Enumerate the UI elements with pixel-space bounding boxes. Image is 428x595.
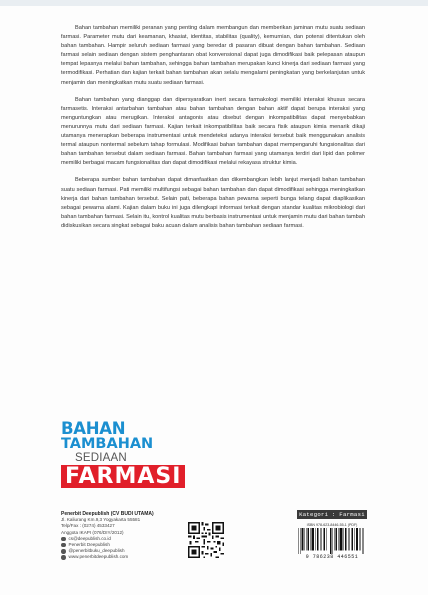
- title-line-bahan: BAHAN: [61, 419, 126, 438]
- barcode-number: 9 786238 446551: [305, 554, 359, 560]
- book-title: [61, 419, 182, 489]
- email-icon: [61, 537, 66, 542]
- globe-icon: [61, 555, 66, 560]
- publisher-address: Jl. Kaliurang Km.9,3 Yogyakarta 55581: [61, 517, 141, 523]
- publisher-info: [61, 511, 181, 561]
- blurb-paragraph: Bahan tambahan yang dianggap dan dipersyaratkan inert secara farmakologi memiliki interaksi khusus secara farmasetis. Interaksi antarbahan tambahan atau bahan tambahan dengan bahan aktif dapat berupa interaksi yang menguntungkan atau merugikan. Interaksi antagonis atau disebut dengan inkompatibilitas dapat menyebabkan menurunnya mutu dari sediaan farmasi. Kajian terkait inkompatibilitas baik secara fisik ataupun kimia menarik dikaji utamanya menerapkan beberapa instrumentasi untuk mendeteksi adanya interaksi tersebut baik menggunakan analisis termal ataupun nontermal sebelum tahap formulasi. Modifikasi bahan tambahan dapat mempengaruhi fungsionalitas dari bahan tambahan tersebut dalam sediaan farmasi. Bahan tambahan farmasi yang utamanya terdiri dari lipid dan polimer memiliki berbagai macam fungsionalitas dan dapat dimodifikasi melalui rekayasa struktur kimia.: [61, 96, 365, 167]
- publisher-name: Penerbit Deepublish (CV BUDI UTAMA): [61, 511, 154, 517]
- contact-website: [61, 554, 181, 560]
- contact-email-text: cs@deepublish.co.id: [68, 535, 111, 541]
- barcode: [297, 528, 367, 554]
- top-stripe: [0, 0, 428, 6]
- blurb-text: [61, 24, 365, 239]
- publisher-ikapi: Anggota IKAPI (076/DIY/2012): [61, 529, 124, 535]
- contact-facebook-text: Penerbit Deepublish: [68, 542, 110, 548]
- isbn-label: ISBN 978-623-8446-55-1 (PDF): [306, 523, 358, 527]
- title-line-farmasi: FARMASI: [61, 465, 185, 488]
- contact-instagram-text: @penerbitbuku_deepublish: [68, 548, 125, 554]
- publisher-phone: Telp/Fax : (0274) 4533427: [61, 523, 115, 529]
- facebook-icon: [61, 543, 66, 548]
- category-label: Kategori : Farmasi: [297, 510, 367, 519]
- instagram-icon: [61, 549, 66, 554]
- blurb-paragraph: Bahan tambahan memiliki peranan yang penting dalam membangun dan memberikan jaminan mutu suatu sediaan farmasi. Parameter mutu dari keamanan, khasiat, identitas, stabilitas (quality), kemurnian, dan potensi ditentukan oleh bahan tambahan. Hampir seluruh sediaan farmasi yang beredar di pasaran dibuat dengan bahan tambahan. Sediaan farmasi selain sediaan dengan sistem penghantaran obat konvensional dapat juga dimodifikasi baik pelepasan ataupun tempat lepasnya melalui bahan tambahan, sehingga bahan tambahan merupakan kunci kinerja dari sediaan farmasi yang termodifikasi. Perhatian dan kajian terkait bahan tambahan akan selalu mengalami peningkatan yang berkelanjutan untuk menjamin dan meningkatkan mutu suatu sediaan farmasi.: [61, 25, 365, 86]
- title-line-tambahan: TAMBAHAN: [61, 436, 154, 452]
- blurb-paragraph: Beberapa sumber bahan tambahan dapat dimanfaatkan dan dikembangkan lebih lanjut menjadi bahan tambahan suatu sediaan farmasi. Pati memiliki multifungsi sebagai bahan tambahan dan dapat dimodifikasi sehingga meningkatkan kinerja dari bahan tambahan tersebut. Selain pati, beberapa bahan pewarna seperti bunga telang dapat diaplikasikan sebagai pewarna alami. Kajian dalam buku ini juga dilengkapi informasi terkait dengan standar kualitas mikrobiologi dari bahan tambahan farmasi. Selain itu, kontrol kualitas mutu berbasis instrumentasi untuk menjamin mutu dari bahan tambah didiskusikan secara singkat sebagai baku acuan dalam analisis bahan tambahan sediaan farmasi.: [61, 177, 365, 229]
- qr-code: [188, 522, 224, 558]
- title-line-sediaan: SEDIAAN: [75, 452, 127, 464]
- contact-website-text: www.penerbitdeepublish.com: [68, 554, 129, 560]
